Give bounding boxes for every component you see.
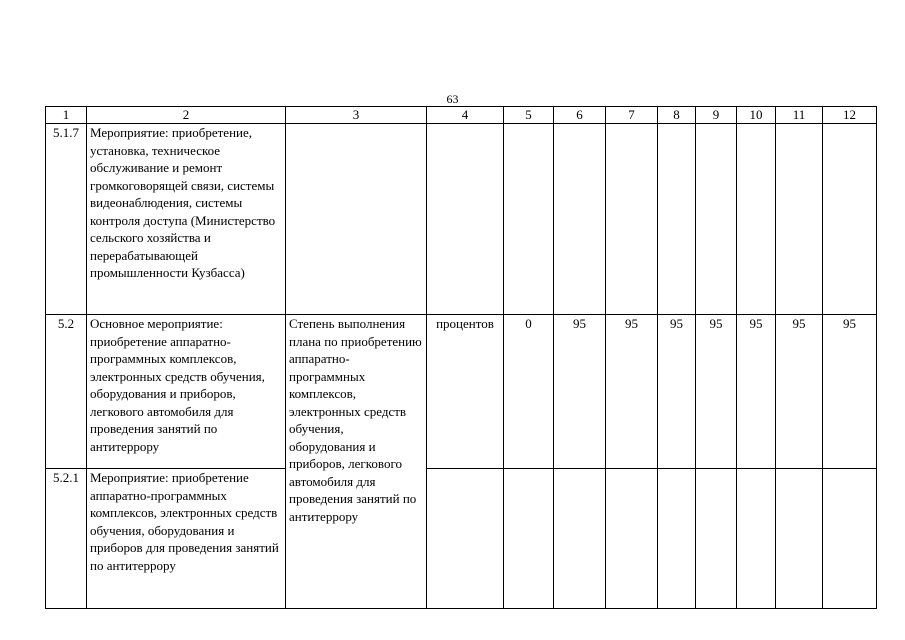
header-cell-10: 10 (737, 107, 776, 124)
empty-cell (554, 124, 606, 315)
empty-cell (606, 124, 658, 315)
table-row (46, 315, 877, 469)
empty-cell (737, 469, 776, 609)
header-cell-8: 8 (658, 107, 696, 124)
empty-cell (658, 124, 696, 315)
header-cell-7: 7 (606, 107, 658, 124)
empty-cell (737, 124, 776, 315)
value-7: 95 (606, 315, 658, 469)
value-6: 95 (554, 315, 606, 469)
unit: процентов (427, 315, 504, 469)
empty-cell (504, 124, 554, 315)
empty-cell (696, 469, 737, 609)
empty-cell (776, 124, 823, 315)
empty-cell (554, 469, 606, 609)
empty-cell (776, 469, 823, 609)
row-number: 5.2 (46, 315, 87, 469)
empty-cell (427, 124, 504, 315)
page-number: 63 (446, 92, 459, 106)
header-cell-3: 3 (286, 107, 427, 124)
value-12: 95 (823, 315, 877, 469)
header-cell-1: 1 (46, 107, 87, 124)
value-5: 0 (504, 315, 554, 469)
empty-cell (823, 469, 877, 609)
empty-cell (606, 469, 658, 609)
header-cell-5: 5 (504, 107, 554, 124)
value-8: 95 (658, 315, 696, 469)
header-cell-12: 12 (823, 107, 877, 124)
empty-cell (286, 124, 427, 315)
empty-cell (696, 124, 737, 315)
row-number: 5.1.7 (46, 124, 87, 315)
header-cell-11: 11 (776, 107, 823, 124)
header-cell-6: 6 (554, 107, 606, 124)
empty-cell (427, 469, 504, 609)
empty-cell (823, 124, 877, 315)
header-cell-9: 9 (696, 107, 737, 124)
row-name: Мероприятие: приобретение, установка, техническое обслуживание и ремонт громкоговорящей связи, системы видеонаблюдения, системы контроля доступа (Министерство сельского хозяйства и перерабатывающей промышленности Кузбасса) (87, 124, 286, 315)
row-number: 5.2.1 (46, 469, 87, 609)
header-row (46, 107, 877, 124)
value-10: 95 (737, 315, 776, 469)
empty-cell (658, 469, 696, 609)
table-row (46, 124, 877, 315)
value-9: 95 (696, 315, 737, 469)
row-name: Мероприятие: приобретение аппаратно-программных комплексов, электронных средств обучения, оборудования и приборов для проведения занятий по антитеррору (87, 469, 286, 609)
indicator-name: Степень выполнения плана по приобретению аппаратно-программных комплексов, электронных средств обучения, оборудования и приборов, легкового автомобиля для проведения занятий по антитеррору (286, 315, 427, 609)
indicators-table (45, 106, 877, 609)
header-cell-4: 4 (427, 107, 504, 124)
value-11: 95 (776, 315, 823, 469)
empty-cell (504, 469, 554, 609)
table-row (46, 469, 877, 609)
header-cell-2: 2 (87, 107, 286, 124)
row-name: Основное мероприятие: приобретение аппаратно-программных комплексов, электронных средств обучения, оборудования и приборов, легкового автомобиля для проведения занятий по антитеррору (87, 315, 286, 469)
